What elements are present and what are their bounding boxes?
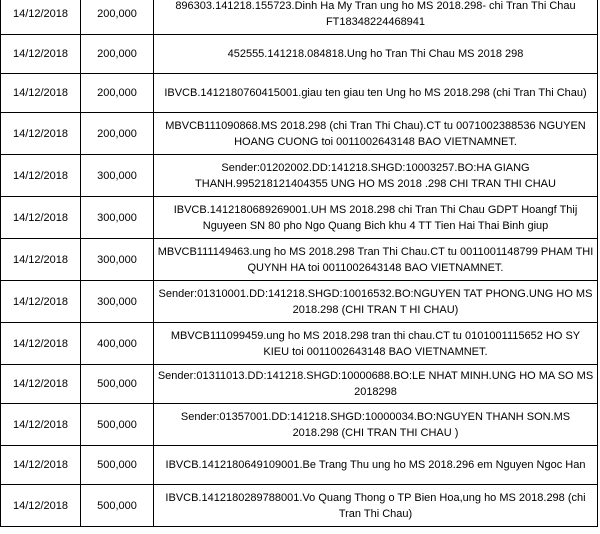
amount-cell: 200,000 bbox=[81, 74, 154, 113]
amount-cell: 200,000 bbox=[81, 35, 154, 74]
table-row bbox=[1, 365, 598, 404]
description-cell: 452555.141218.084818.Ung ho Tran Thi Chau MS 2018 298 bbox=[154, 35, 598, 74]
date-cell: 14/12/2018 bbox=[1, 35, 81, 74]
amount-cell: 500,000 bbox=[81, 404, 154, 446]
date-cell: 14/12/2018 bbox=[1, 0, 81, 35]
table-row bbox=[1, 0, 598, 35]
date-cell: 14/12/2018 bbox=[1, 323, 81, 365]
description-cell: IBVCB.1412180760415001.giau ten giau ten Ung ho MS 2018.298 (chi Tran Thi Chau) bbox=[154, 74, 598, 113]
table-row bbox=[1, 113, 598, 155]
description-cell: Sender:01202002.DD:141218.SHGD:10003257.BO:HA GIANG THANH.995218121404355 UNG HO MS 2018 .298 CHI TRAN THI CHAU bbox=[154, 155, 598, 197]
amount-cell: 500,000 bbox=[81, 485, 154, 527]
description-cell: Sender:01357001.DD:141218.SHGD:10000034.BO:NGUYEN THANH SON.MS 2018.298 (CHI TRAN THI CHAU ) bbox=[154, 404, 598, 446]
date-cell: 14/12/2018 bbox=[1, 365, 81, 404]
table-row bbox=[1, 239, 598, 281]
description-cell: MBVCB111149463.ung ho MS 2018.298 Tran Thi Chau.CT tu 0011001148799 PHAM THI QUYNH HA toi 0011002643148 BAO VIETNAMNET. bbox=[154, 239, 598, 281]
date-cell: 14/12/2018 bbox=[1, 446, 81, 485]
date-cell: 14/12/2018 bbox=[1, 113, 81, 155]
amount-cell: 300,000 bbox=[81, 197, 154, 239]
date-cell: 14/12/2018 bbox=[1, 197, 81, 239]
description-cell: IBVCB.1412180649109001.Be Trang Thu ung ho MS 2018.296 em Nguyen Ngoc Han bbox=[154, 446, 598, 485]
amount-cell: 200,000 bbox=[81, 0, 154, 35]
table-row bbox=[1, 35, 598, 74]
amount-cell: 400,000 bbox=[81, 323, 154, 365]
amount-cell: 300,000 bbox=[81, 239, 154, 281]
description-cell: MBVCB111099459.ung ho MS 2018.298 tran thi chau.CT tu 0101001115652 HO SY KIEU toi 0011002643148 BAO VIETNAMNET. bbox=[154, 323, 598, 365]
date-cell: 14/12/2018 bbox=[1, 404, 81, 446]
description-cell: Sender:01310001.DD:141218.SHGD:10016532.BO:NGUYEN TAT PHONG.UNG HO MS 2018.298 (CHI TRAN T HI CHAU) bbox=[154, 281, 598, 323]
description-cell: MBVCB111090868.MS 2018.298 (chi Tran Thi Chau).CT tu 0071002388536 NGUYEN HOANG CUONG toi 0011002643148 BAO VIETNAMNET. bbox=[154, 113, 598, 155]
table-row bbox=[1, 281, 598, 323]
table-row bbox=[1, 74, 598, 113]
table-row bbox=[1, 155, 598, 197]
date-cell: 14/12/2018 bbox=[1, 239, 81, 281]
table-row bbox=[1, 323, 598, 365]
amount-cell: 200,000 bbox=[81, 113, 154, 155]
amount-cell: 300,000 bbox=[81, 155, 154, 197]
date-cell: 14/12/2018 bbox=[1, 485, 81, 527]
amount-cell: 500,000 bbox=[81, 365, 154, 404]
table-row bbox=[1, 404, 598, 446]
date-cell: 14/12/2018 bbox=[1, 155, 81, 197]
amount-cell: 500,000 bbox=[81, 446, 154, 485]
description-cell: 896303.141218.155723.Dinh Ha My Tran ung ho MS 2018.298- chi Tran Thi Chau FT18348224468941 bbox=[154, 0, 598, 35]
date-cell: 14/12/2018 bbox=[1, 74, 81, 113]
date-cell: 14/12/2018 bbox=[1, 281, 81, 323]
description-cell: IBVCB.1412180689269001.UH MS 2018.298 chi Tran Thi Chau GDPT Hoangf Thij Nguyeen SN 80 pho Ngo Quang Bich khu 4 TT Tien Hai Thai Binh giup bbox=[154, 197, 598, 239]
description-cell: IBVCB.1412180289788001.Vo Quang Thong o TP Bien Hoa,ung ho MS 2018.298 (chi Tran Thi Chau) bbox=[154, 485, 598, 527]
table-row bbox=[1, 197, 598, 239]
amount-cell: 300,000 bbox=[81, 281, 154, 323]
description-cell: Sender:01311013.DD:141218.SHGD:10000688.BO:LE NHAT MINH.UNG HO MA SO MS 2018298 bbox=[154, 365, 598, 404]
table-row bbox=[1, 485, 598, 527]
table-row bbox=[1, 446, 598, 485]
